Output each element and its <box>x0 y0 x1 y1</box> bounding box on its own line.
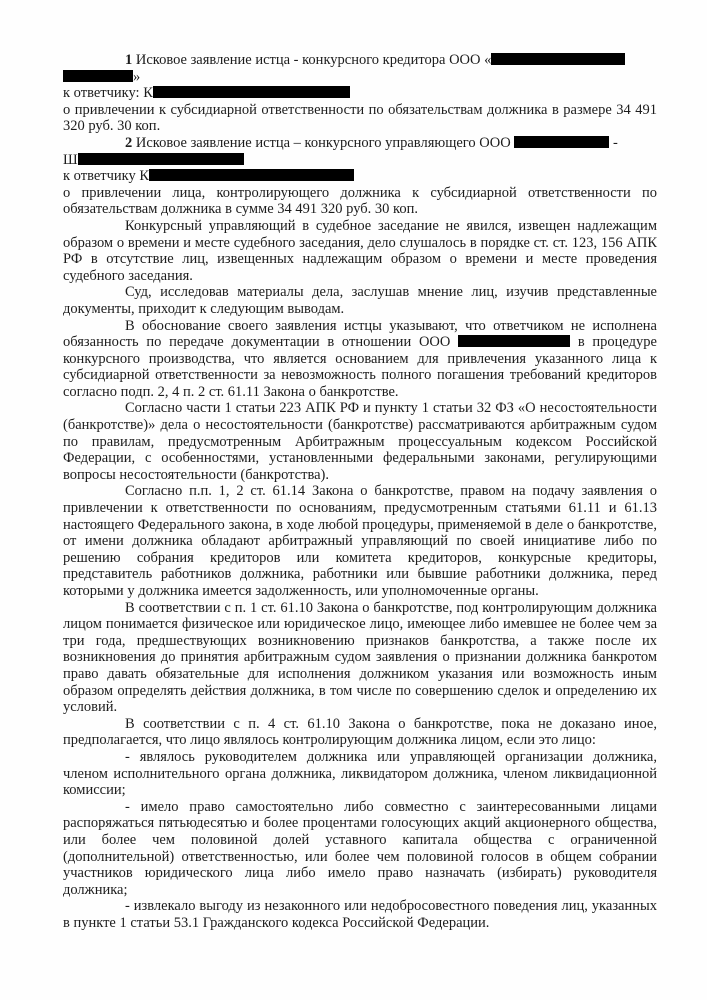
paragraph <box>63 799 657 899</box>
paragraph-text: Ш <box>63 151 78 168</box>
paragraph-text: о привлечении к субсидиарной ответственности по обязательствам должника в размере 34 491 320 руб. 30 коп. <box>63 101 657 135</box>
paragraph-text: в процедуре конкурсного производства, что является основанием для привлечения указанного лица к субсидиарной ответственности за невозможность полного погашения требований кредиторов согласно подп. 2, 4 п. 2 ст. 61.11 Закона о банкротстве. <box>63 334 657 400</box>
paragraph <box>63 52 657 85</box>
redaction-bar <box>458 335 570 347</box>
redaction-bar <box>491 53 625 65</box>
paragraph-text: - являлось руководителем должника или управляющей организации должника, членом исполнительного органа должника, ликвидатором должника, членом ликвидационной комиссии; <box>63 748 657 799</box>
paragraph-text: В обоснование своего заявления истцы указывают, что ответчиком не исполнена обязанность по передаче документации в отношении ООО <box>63 317 657 351</box>
redaction-bar <box>149 169 354 181</box>
redaction-bar <box>153 86 350 98</box>
paragraph-text: к ответчику: К <box>63 85 153 102</box>
paragraph <box>63 135 657 168</box>
paragraph-text: Исковое заявление истца - конкурсного кредитора ООО « <box>132 52 492 68</box>
redaction-bar <box>514 136 609 148</box>
paragraph-text: Согласно п.п. 1, 2 ст. 61.14 Закона о банкротстве, правом на подачу заявления о привлечении к ответственности по основаниям, предусмотренным статьями 61.11 и 61.13 настоящего Федерального закона, в ходе любой процедуры, применяемой в деле о банкротстве, от имени должника обладают арбитражный управляющий по своей инициативе либо по решению собрания кредиторов или комитета кредиторов, конкурсные кредиторы, представитель работников должника, работники или бывшие работники должника, перед которыми у должника имеется задолженность, или уполномоченные органы. <box>63 483 657 599</box>
paragraph <box>63 898 657 931</box>
paragraph-text: Конкурсный управляющий в судебное заседание не явился, извещен надлежащим образом о времени и месте судебного заседания, дело слушалось в порядке ст. ст. 123, 156 АПК РФ в отсутствие лиц, извещенных надлежащим образом о времени и месте проведения судебного заседания. <box>63 217 657 284</box>
paragraph <box>63 716 657 749</box>
paragraph-text: В соответствии с п. 1 ст. 61.10 Закона о банкротстве, под контролирующим должника лицом понимается физическое или юридическое лицо, имеющее либо имевшее не более чем за три года, предшествующих возникновению признаков банкротства, а также после их возникновения до принятия арбитражным судом заявления о признании должника банкротом право давать обязательные для исполнения должником указания или возможность иным образом определять действия должника, в том числе по совершению сделок и определению их условий. <box>63 599 657 716</box>
paragraph <box>63 400 657 483</box>
paragraph <box>63 483 657 599</box>
paragraph <box>63 185 657 218</box>
paragraph-text: - <box>609 134 618 151</box>
paragraph-text: Суд, исследовав материалы дела, заслушав мнение лиц, изучив представленные документы, приходит к следующим выводам. <box>63 284 657 317</box>
paragraph-text: В соответствии с п. 4 ст. 61.10 Закона о банкротстве, пока не доказано иное, предполагается, что лицо являлось контролирующим должника лицом, если это лицо: <box>63 715 657 749</box>
document-body <box>63 52 657 931</box>
paragraph-text: Согласно части 1 статьи 223 АПК РФ и пункту 1 статьи 32 ФЗ «О несостоятельности (банкротстве)» дела о несостоятельности (банкротстве) рассматриваются арбитражным судом по правилам, предусмотренным Арбитражным процессуальным кодексом Российской Федерации, с особенностями, установленными федеральными законами, регулирующими вопросы несостоятельности (банкротства). <box>63 400 657 483</box>
paragraph <box>63 284 657 317</box>
redaction-bar <box>78 153 244 165</box>
paragraph-text: - имело право самостоятельно либо совместно с заинтересованными лицами распоряжаться пятьюдесятью и более процентами голосующих акций акционерного общества, или более чем половиной долей уставного капитала общества с ограниченной (дополнительной) ответственностью, или более чем половиной голосов в общем собрании участников юридического лица либо имело право назначать (избирать) руководителя должника; <box>63 798 657 898</box>
paragraph-text: » <box>133 68 141 85</box>
paragraph-text: к ответчику К <box>63 168 150 185</box>
paragraph <box>63 85 657 102</box>
paragraph <box>63 749 657 799</box>
paragraph-number: 1 <box>125 52 133 68</box>
paragraph-number: 2 <box>125 134 133 151</box>
paragraph <box>63 218 657 284</box>
paragraph-text: Исковое заявление истца – конкурсного управляющего ООО <box>132 134 515 151</box>
paragraph <box>63 168 657 185</box>
redaction-bar <box>63 70 133 82</box>
paragraph-text: - извлекало выгоду из незаконного или недобросовестного поведения лиц, указанных в пункте 1 статьи 53.1 Гражданского кодекса Российской Федерации. <box>63 898 657 931</box>
paragraph <box>63 318 657 401</box>
paragraph-text: о привлечении лица, контролирующего должника к субсидиарной ответственности по обязательствам должника в сумме 34 491 320 руб. 30 коп. <box>63 184 657 218</box>
paragraph <box>63 102 657 135</box>
paragraph <box>63 600 657 716</box>
